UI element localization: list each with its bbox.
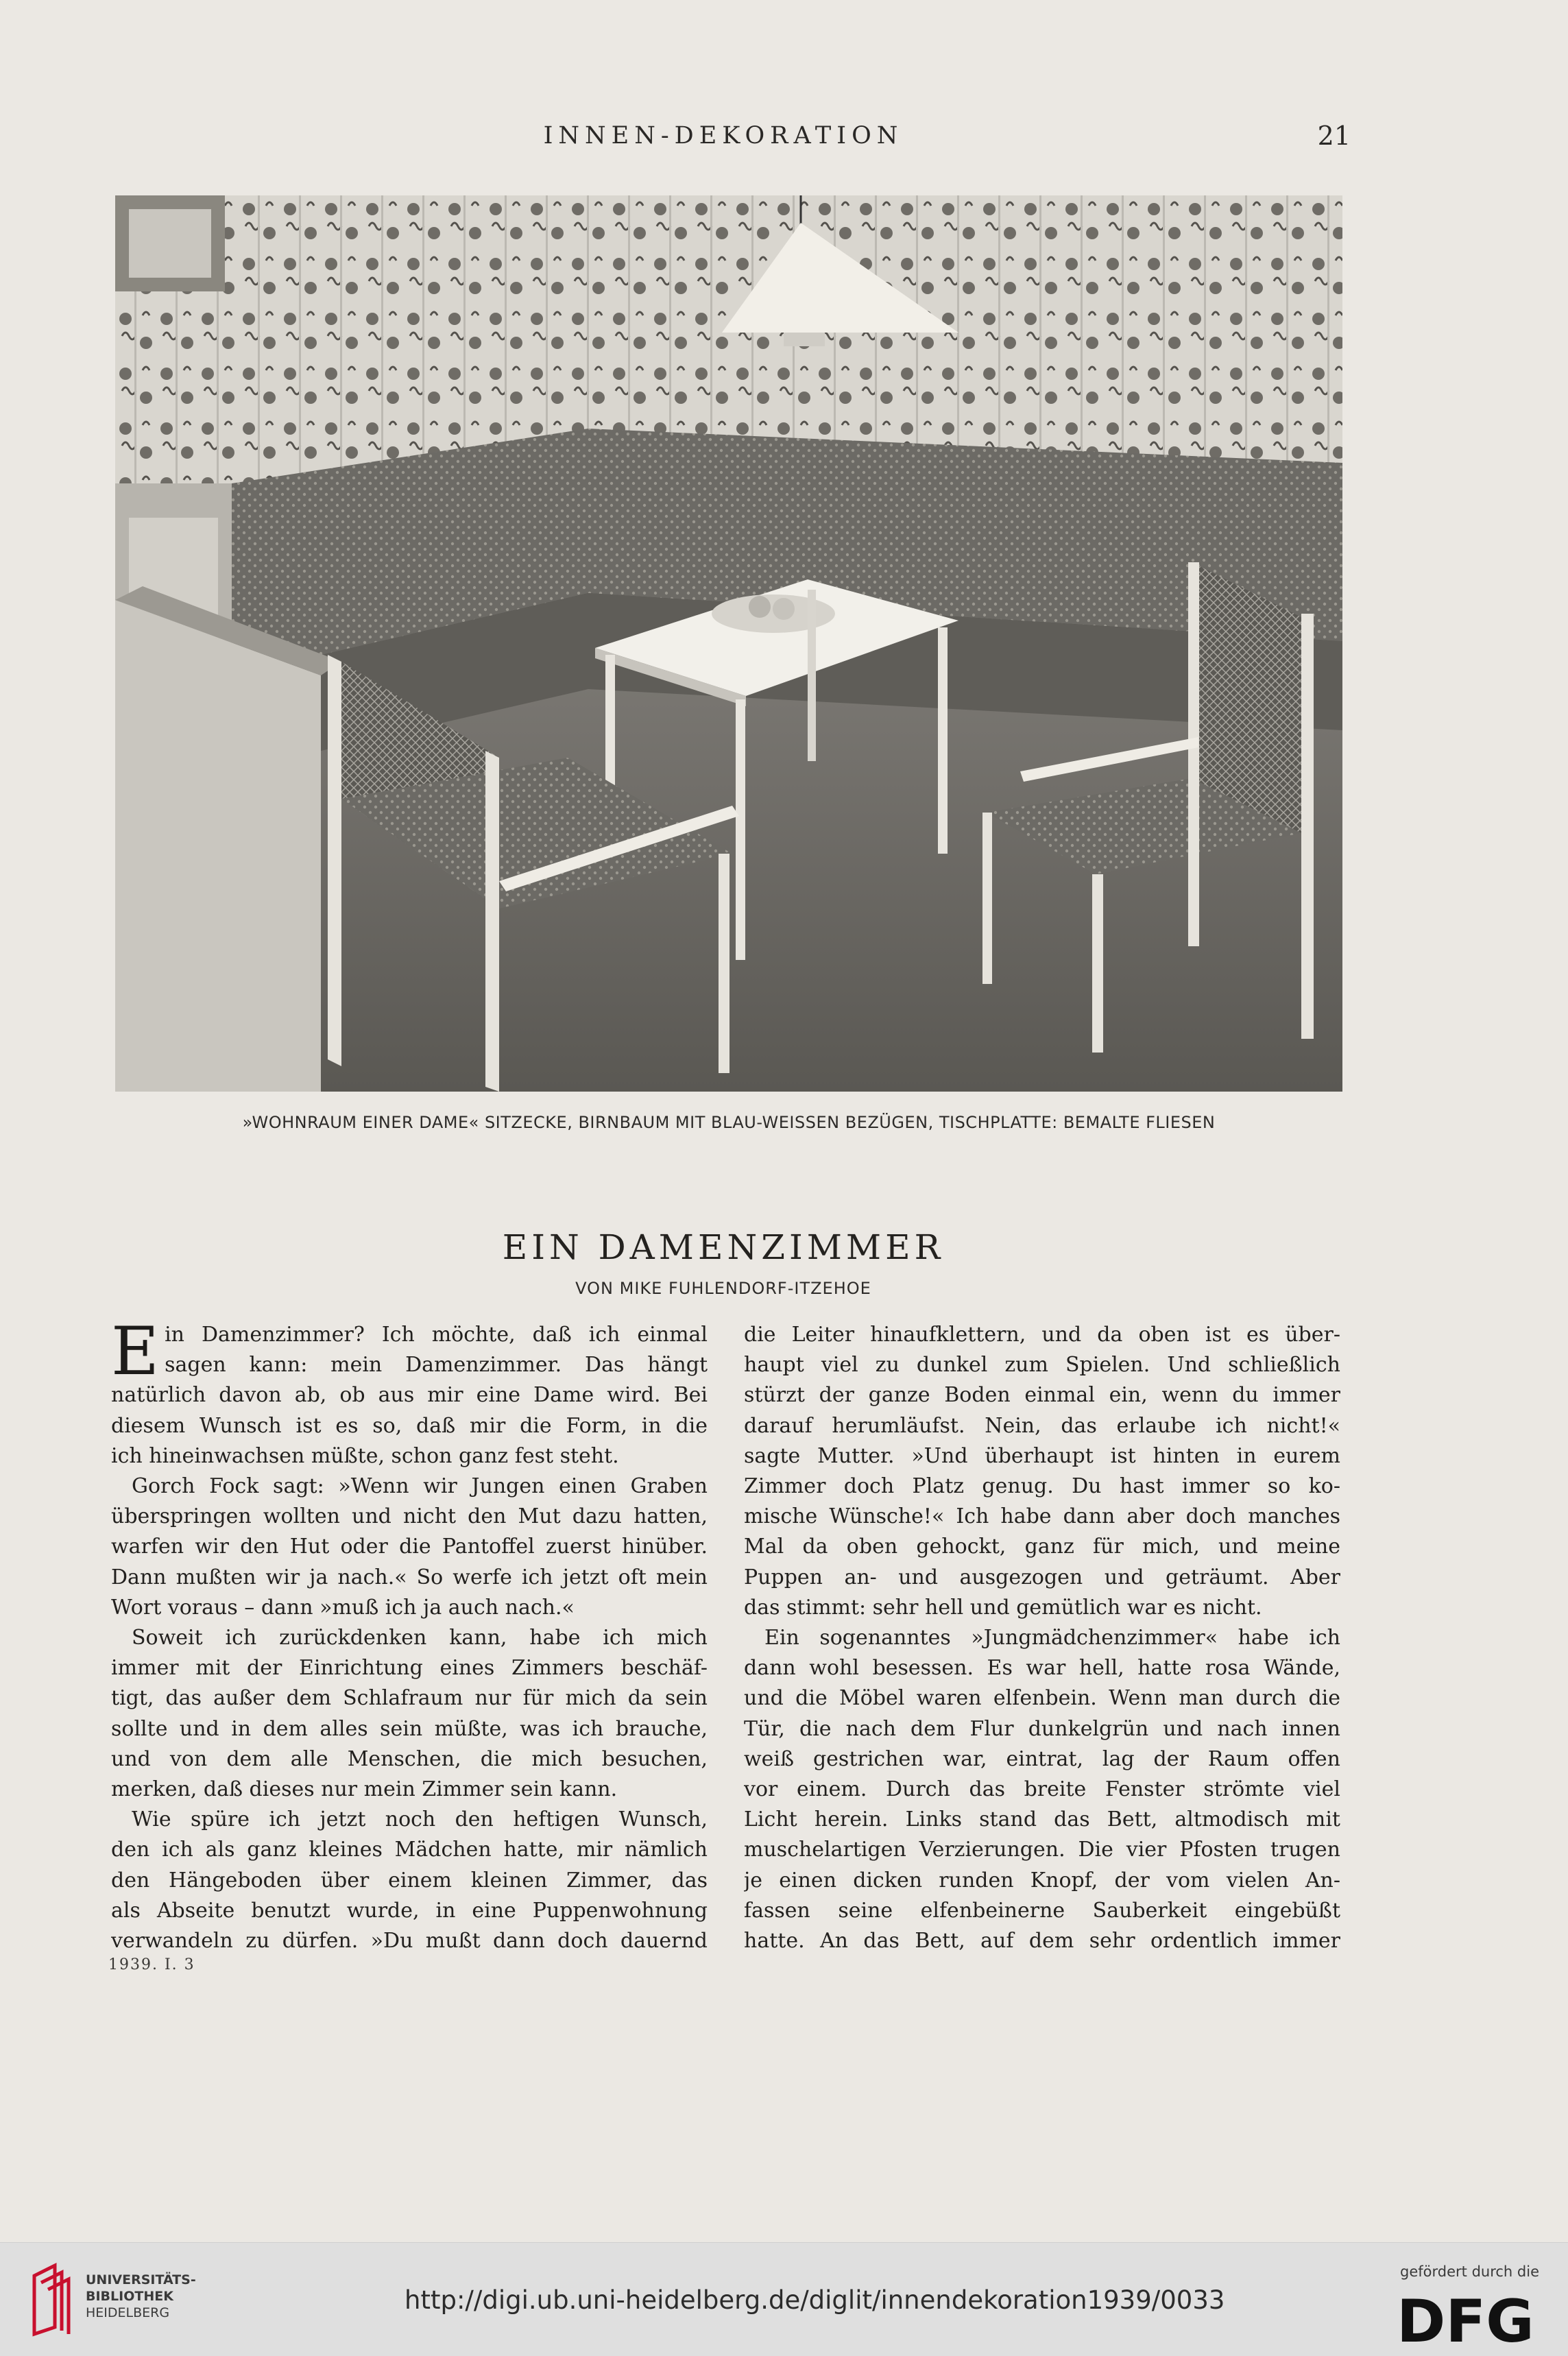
text-line: muschelartigen Verzierungen. Die vier Pfosten trugen <box>744 1838 1340 1862</box>
dfg-logo-icon[interactable] <box>1397 2292 1541 2347</box>
text-line: und von dem alle Menschen, die mich besuchen, <box>111 1746 708 1771</box>
figure-caption: »WOHNRAUM EINER DAME« SITZECKE, BIRNBAUM MIT BLAU-WEISSEN BEZÜGEN, TISCHPLATTE: BEMALTE FLIESEN <box>242 1113 1216 1132</box>
library-name: UNIVERSITÄTS- BIBLIOTHEK HEIDELBERG <box>86 2272 196 2320</box>
article-byline: VON MIKE FUHLENDORF-ITZEHOE <box>575 1279 871 1298</box>
text-line: Gorch Fock sagt: »Wenn wir Jungen einen Graben <box>132 1474 708 1499</box>
university-library-logo-icon[interactable] <box>27 2262 75 2337</box>
signature-mark: 1939. I. 3 <box>108 1956 195 1973</box>
text-line: weiß gestrichen war, eintrat, lag der Raum offen <box>744 1746 1340 1771</box>
text-line: und die Möbel waren elfenbein. Wenn man durch die <box>744 1686 1340 1711</box>
text-line: dann wohl besessen. Es war hell, hatte rosa Wände, <box>744 1656 1340 1681</box>
permalink-url[interactable]: http://digi.ub.uni-heidelberg.de/diglit/innendekoration1939/0033 <box>405 2285 1225 2315</box>
right-text-column <box>744 1320 1340 1956</box>
text-line: überspringen wollten und nicht den Mut dazu hatten, <box>111 1504 708 1529</box>
text-line: tigt, das außer dem Schlafraum nur für mich da sein <box>111 1686 708 1711</box>
text-line: warfen wir den Hut oder die Pantoffel zuerst hinüber. <box>111 1535 708 1559</box>
text-line: fassen seine elfenbeinerne Sauberkeit eingebüßt <box>744 1898 1340 1923</box>
funded-by-label: gefördert durch die <box>1400 2263 1539 2280</box>
text-line: Soweit ich zurückdenken kann, habe ich mich <box>132 1626 708 1650</box>
interior-photo <box>115 195 1342 1092</box>
text-line: verwandeln zu dürfen. »Du mußt dann doch dauernd <box>111 1929 708 1954</box>
text-line: Mal da oben gehockt, ganz für mich, und meine <box>744 1535 1340 1559</box>
text-line: Licht herein. Links stand das Bett, altmodisch mit <box>744 1807 1340 1832</box>
text-line: haupt viel zu dunkel zum Spielen. Und schließlich <box>744 1353 1340 1378</box>
text-line: merken, daß dieses nur mein Zimmer sein kann. <box>111 1777 618 1802</box>
text-line: als Abseite benutzt wurde, in eine Puppenwohnung <box>111 1898 708 1923</box>
text-line: Dann mußten wir ja nach.« So werfe ich jetzt oft mein <box>111 1565 708 1589</box>
text-line: sagte Mutter. »Und überhaupt ist hinten in eurem <box>744 1443 1340 1468</box>
text-line: den Hängeboden über einem kleinen Zimmer, das <box>111 1868 708 1892</box>
drop-cap: E <box>111 1313 160 1390</box>
dfg-logo-text: DFG <box>1397 2292 1534 2347</box>
viewer-footer-bar <box>0 2242 1568 2356</box>
text-line: den ich als ganz kleines Mädchen hatte, mir nämlich <box>111 1838 708 1862</box>
text-line: vor einem. Durch das breite Fenster strömte viel <box>744 1777 1340 1802</box>
text-line: ich hineinwachsen müßte, schon ganz fest steht. <box>111 1443 619 1468</box>
text-line: darauf herumläufst. Nein, das erlaube ich nicht!« <box>744 1413 1340 1438</box>
text-line: Ein sogenanntes »Jungmädchenzimmer« habe ich <box>764 1626 1340 1650</box>
text-line: sollte und in dem alles sein müßte, was ich brauche, <box>111 1716 708 1741</box>
article-title: EIN DAMENZIMMER <box>502 1227 945 1267</box>
text-line: Wort voraus – dann »muß ich ja auch nach.« <box>111 1595 575 1620</box>
text-line: sagen kann: mein Damenzimmer. Das hängt <box>165 1353 708 1378</box>
left-text-column <box>111 1313 708 1956</box>
text-line: immer mit der Einrichtung eines Zimmers beschäf- <box>111 1656 708 1681</box>
running-head: INNEN-DEKORATION <box>543 122 904 149</box>
page-number: 21 <box>1317 121 1351 151</box>
text-line: in Damenzimmer? Ich möchte, daß ich einmal <box>165 1323 708 1347</box>
text-line: das stimmt: sehr hell und gemütlich war es nicht. <box>744 1595 1262 1620</box>
text-line: stürzt der ganze Boden einmal ein, wenn du immer <box>744 1383 1340 1408</box>
text-line: Wie spüre ich jetzt noch den heftigen Wunsch, <box>132 1807 708 1832</box>
text-line: die Leiter hinaufklettern, und da oben ist es über- <box>744 1323 1340 1347</box>
text-line: Tür, die nach dem Flur dunkelgrün und nach innen <box>744 1716 1340 1741</box>
text-line: diesem Wunsch ist es so, daß mir die Form, in die <box>111 1413 708 1438</box>
text-line: hatte. An das Bett, auf dem sehr ordentlich immer <box>744 1929 1340 1954</box>
text-line: natürlich davon ab, ob aus mir eine Dame wird. Bei <box>111 1383 708 1408</box>
text-line: Zimmer doch Platz genug. Du hast immer so ko- <box>744 1474 1340 1499</box>
text-line: je einen dicken runden Knopf, der vom vielen An- <box>744 1868 1340 1892</box>
text-line: mische Wünsche!« Ich habe dann aber doch manches <box>744 1504 1340 1529</box>
text-line: Puppen an- und ausgezogen und geträumt. Aber <box>744 1565 1340 1589</box>
